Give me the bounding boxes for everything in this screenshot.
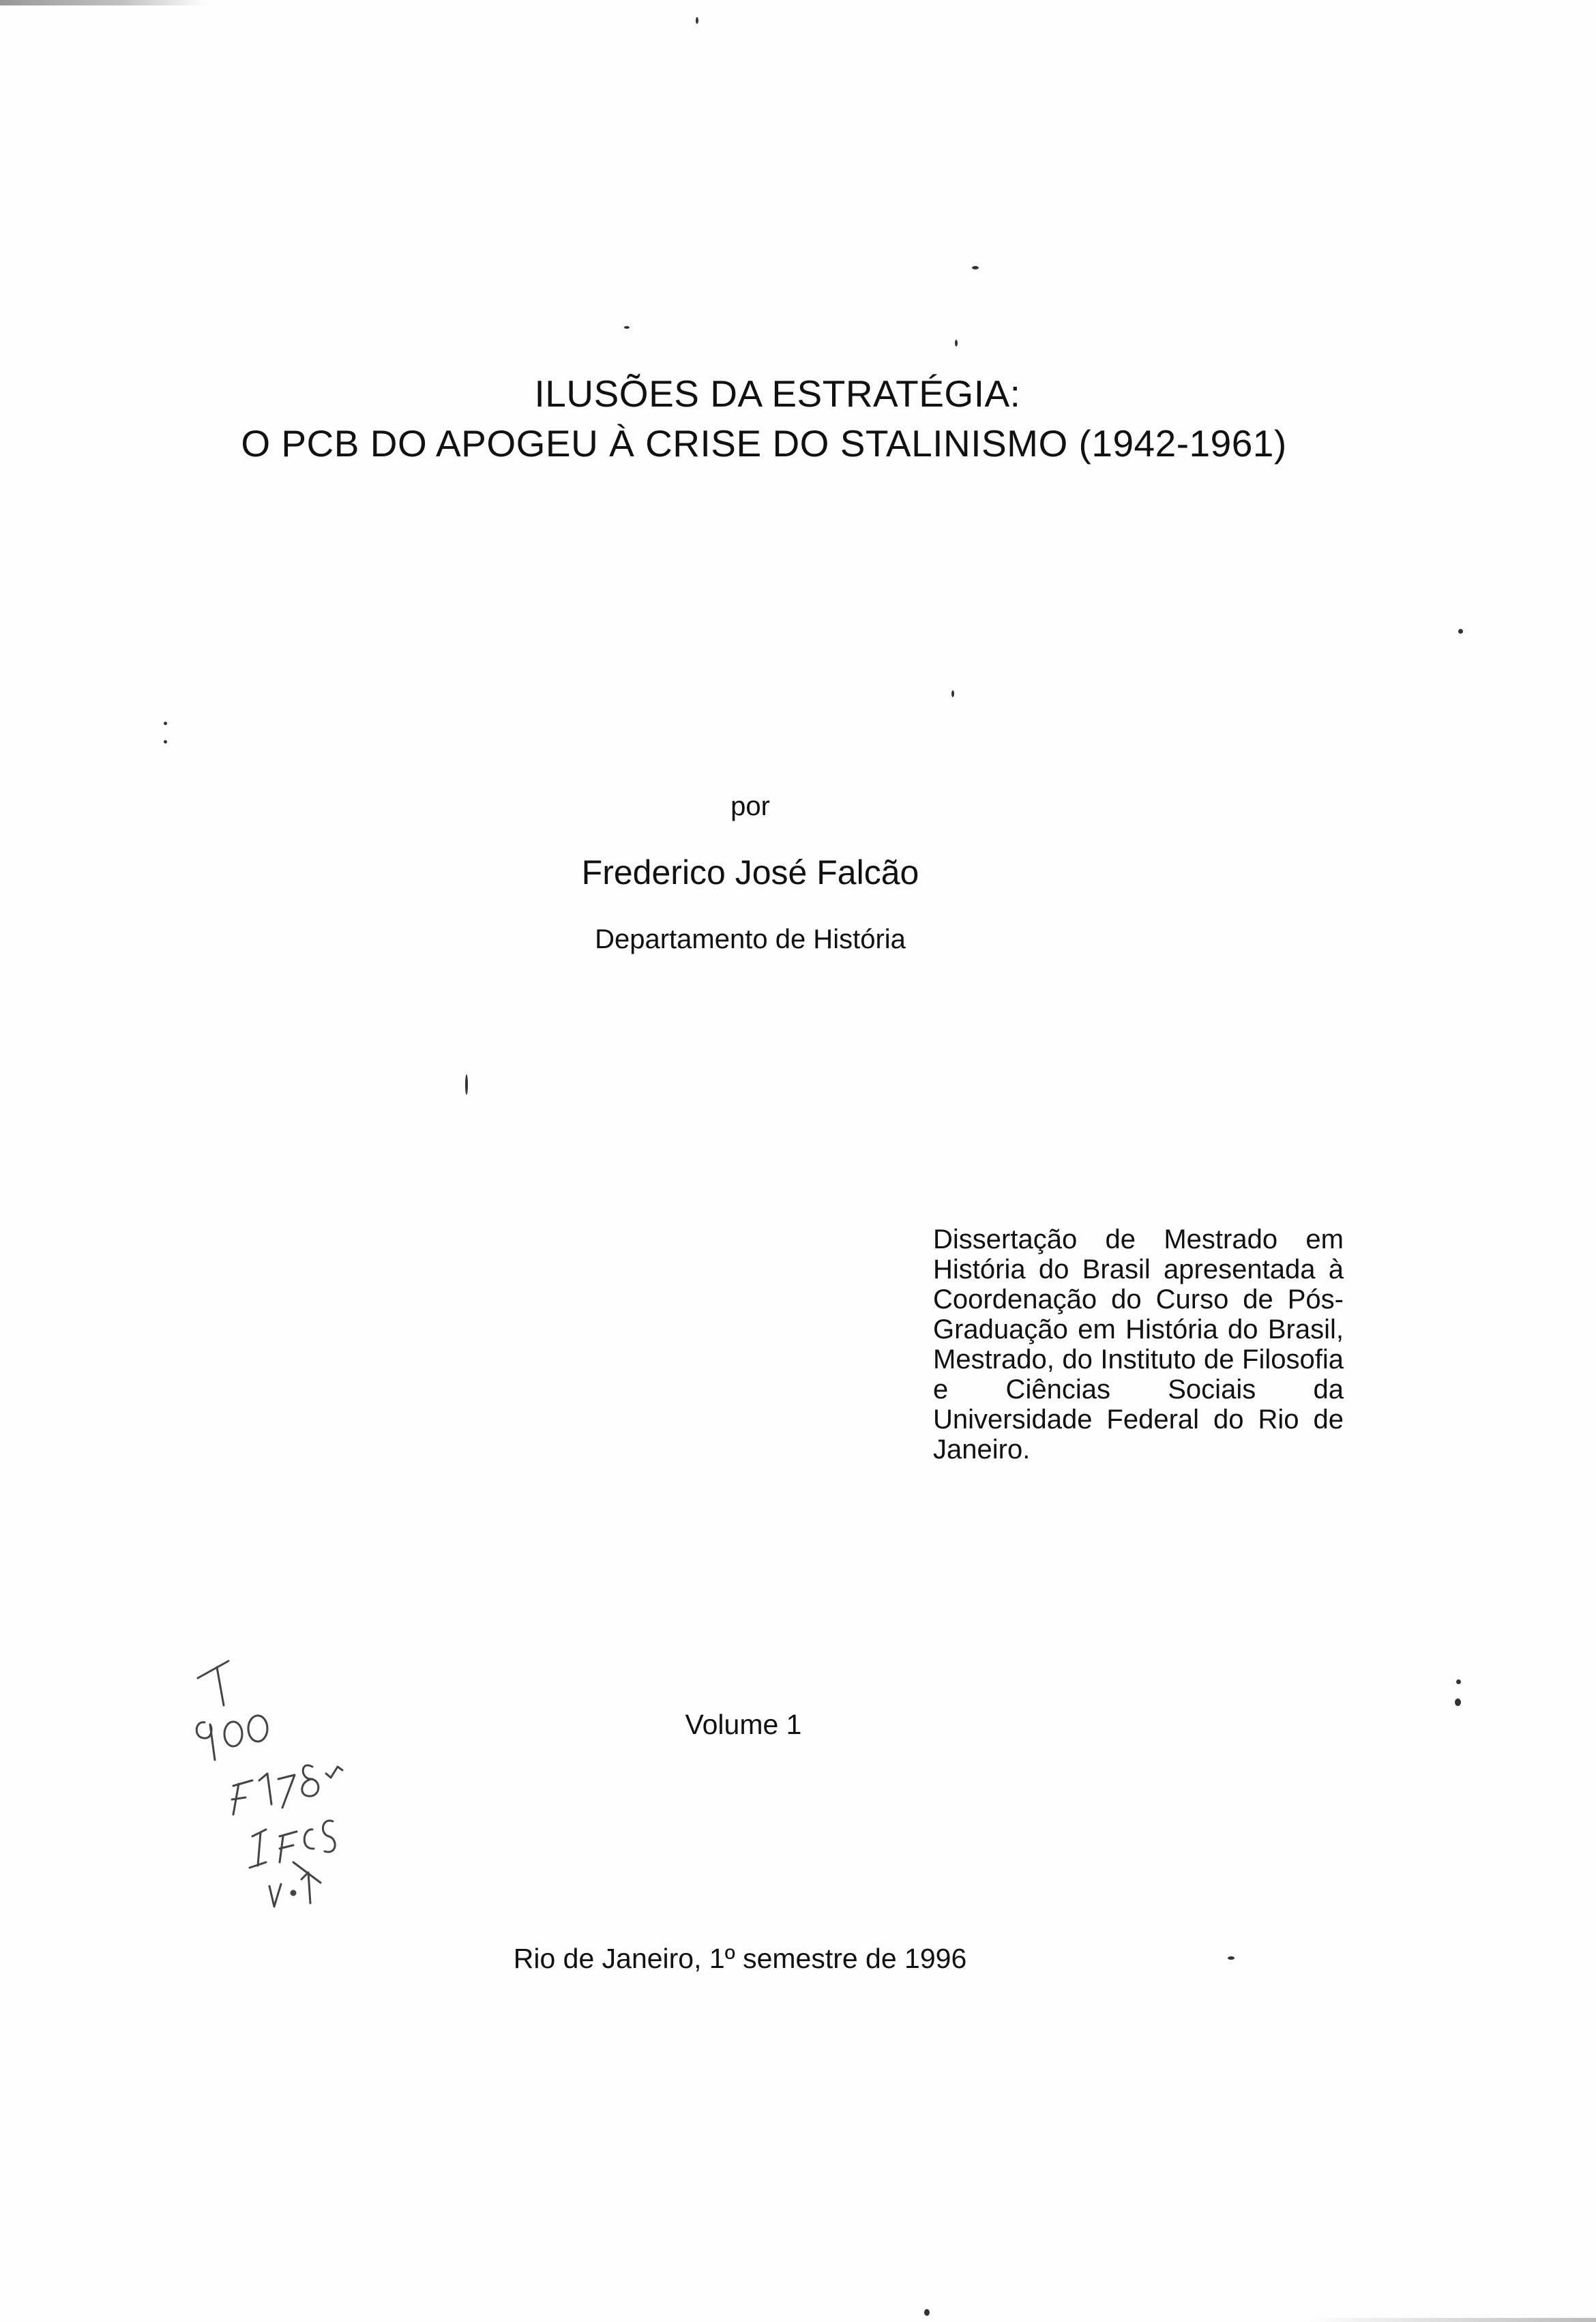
scan-speck: [696, 17, 698, 24]
scan-speck: [1456, 1679, 1461, 1684]
scan-speck: [955, 340, 958, 347]
by-label: por: [730, 791, 770, 821]
handwritten-call-number: [191, 1658, 382, 1917]
scan-edge-shadow-bottom: [1310, 2318, 1596, 2322]
scan-speck: [164, 722, 167, 725]
scan-speck: [924, 2309, 930, 2316]
department: Departamento de História: [595, 924, 906, 954]
dissertation-note: Dissertação de Mestrado em História do Brasil apresentada à Coordenação do Curso de Pós-Graduação em História do Brasil, Mestrado, do Instituto de Filosofia e Ciências Sociais da Universidade Federal do Rio de Janeiro.: [933, 1224, 1344, 1465]
title-line-1: ILUSÕES DA ESTRATÉGIA:: [534, 372, 1021, 415]
scan-speck: [1455, 1699, 1461, 1706]
scan-edge-shadow-top: [0, 0, 205, 5]
scan-speck: [1458, 629, 1463, 634]
scan-speck: [972, 266, 979, 269]
scan-speck: [624, 326, 630, 329]
volume-label: Volume 1: [685, 1709, 802, 1740]
scan-speck: [951, 690, 954, 697]
scan-speck: [465, 1074, 468, 1095]
author-name: Frederico José Falcão: [581, 853, 919, 892]
scan-speck: [164, 740, 167, 744]
place-and-date: Rio de Janeiro, 1º semestre de 1996: [513, 1943, 967, 1974]
title-line-2: O PCB DO APOGEU À CRISE DO STALINISMO (1942-1961): [241, 422, 1287, 465]
